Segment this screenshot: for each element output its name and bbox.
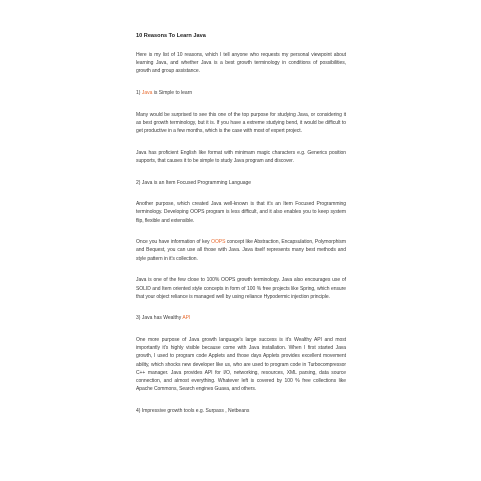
section-2-paragraph-2-start: Once you have information of key bbox=[136, 239, 212, 246]
section-1-paragraph-2: Java has proficient English like format with minimam magic characters e.g. Generics position supports, that causes it to be simple to study Java program and discover. bbox=[136, 149, 346, 164]
section-2-paragraph-2 bbox=[136, 238, 346, 263]
api-link[interactable]: API bbox=[182, 315, 191, 322]
section-1-heading bbox=[136, 89, 346, 97]
section-1-paragraph-1: Many would be surprised to see this one of the top purpose for studying Java, or considering it as best growth terminology, but it is. If you have a extreme studying bend, it would be difficult to get productive in a few months, which is the case with most of expert project. bbox=[136, 111, 346, 135]
java-link[interactable]: Java bbox=[141, 90, 153, 97]
section-1-heading-suffix: is Simple to learn bbox=[152, 90, 193, 97]
section-2-heading: 2) Java is an Item Focused Programming Language bbox=[136, 179, 252, 186]
section-2-paragraph-1: Another purpose, which created Java well-known is that it's an Item Focused Programming terminology. Developing OOPS program is less difficult, and it also enables you to keep system flip, flexible and extensible. bbox=[136, 201, 346, 224]
section-2-paragraph-3: Java is one of the few close to 100% OOPS growth terminology. Java also encourages use of SOLID and Item oriented style concepts in form of 100 % free projects like Spring, which ensure that your object reliance is managed well by using reliance Hypodermic injection principle. bbox=[136, 277, 346, 300]
section-3-heading-prefix: 3) Java has Wealthy bbox=[136, 315, 183, 322]
section-3-heading bbox=[136, 314, 346, 322]
section-2-paragraph-2-end: concept like Abstraction, Encapsulation, Polymorphism and Bequest, you can use all those with Java. Java itself represents many best methods and style pattern in it's collection. bbox=[136, 239, 346, 262]
article-title: 10 Reasons To Learn Java bbox=[136, 33, 206, 39]
section-4-heading: 4) Impressive growth tools e.g. Surpass , Netbeans bbox=[136, 407, 250, 414]
article bbox=[136, 33, 346, 428]
section-1-heading-prefix: 1) bbox=[136, 90, 142, 97]
section-3-paragraph-1: One more purpose of Java growth language's large success is it's Wealthy API and most importantly it's highly visible because come with Java installation. When I first started Java growth, I used to program code Applets and those days Applets provides excellent movement ability, which shocks new developer like us, who are used to program code in Turbocompressor C++ manager. Java provides API for I/O, networking, resources, XML parsing, data source connection, and almost everything. Whatever left is covered by 100 % free collections like Apache Commons, Search engines Guava, and others. bbox=[136, 336, 346, 393]
intro-paragraph: Here is my list of 10 reasons, which I tell anyone who requests my personal viewpoint about learning Java, and whether Java is a best growth terminology in conditions of possibilities, growth and group assistance. bbox=[136, 52, 346, 75]
oops-link[interactable]: OOPS bbox=[211, 239, 226, 246]
